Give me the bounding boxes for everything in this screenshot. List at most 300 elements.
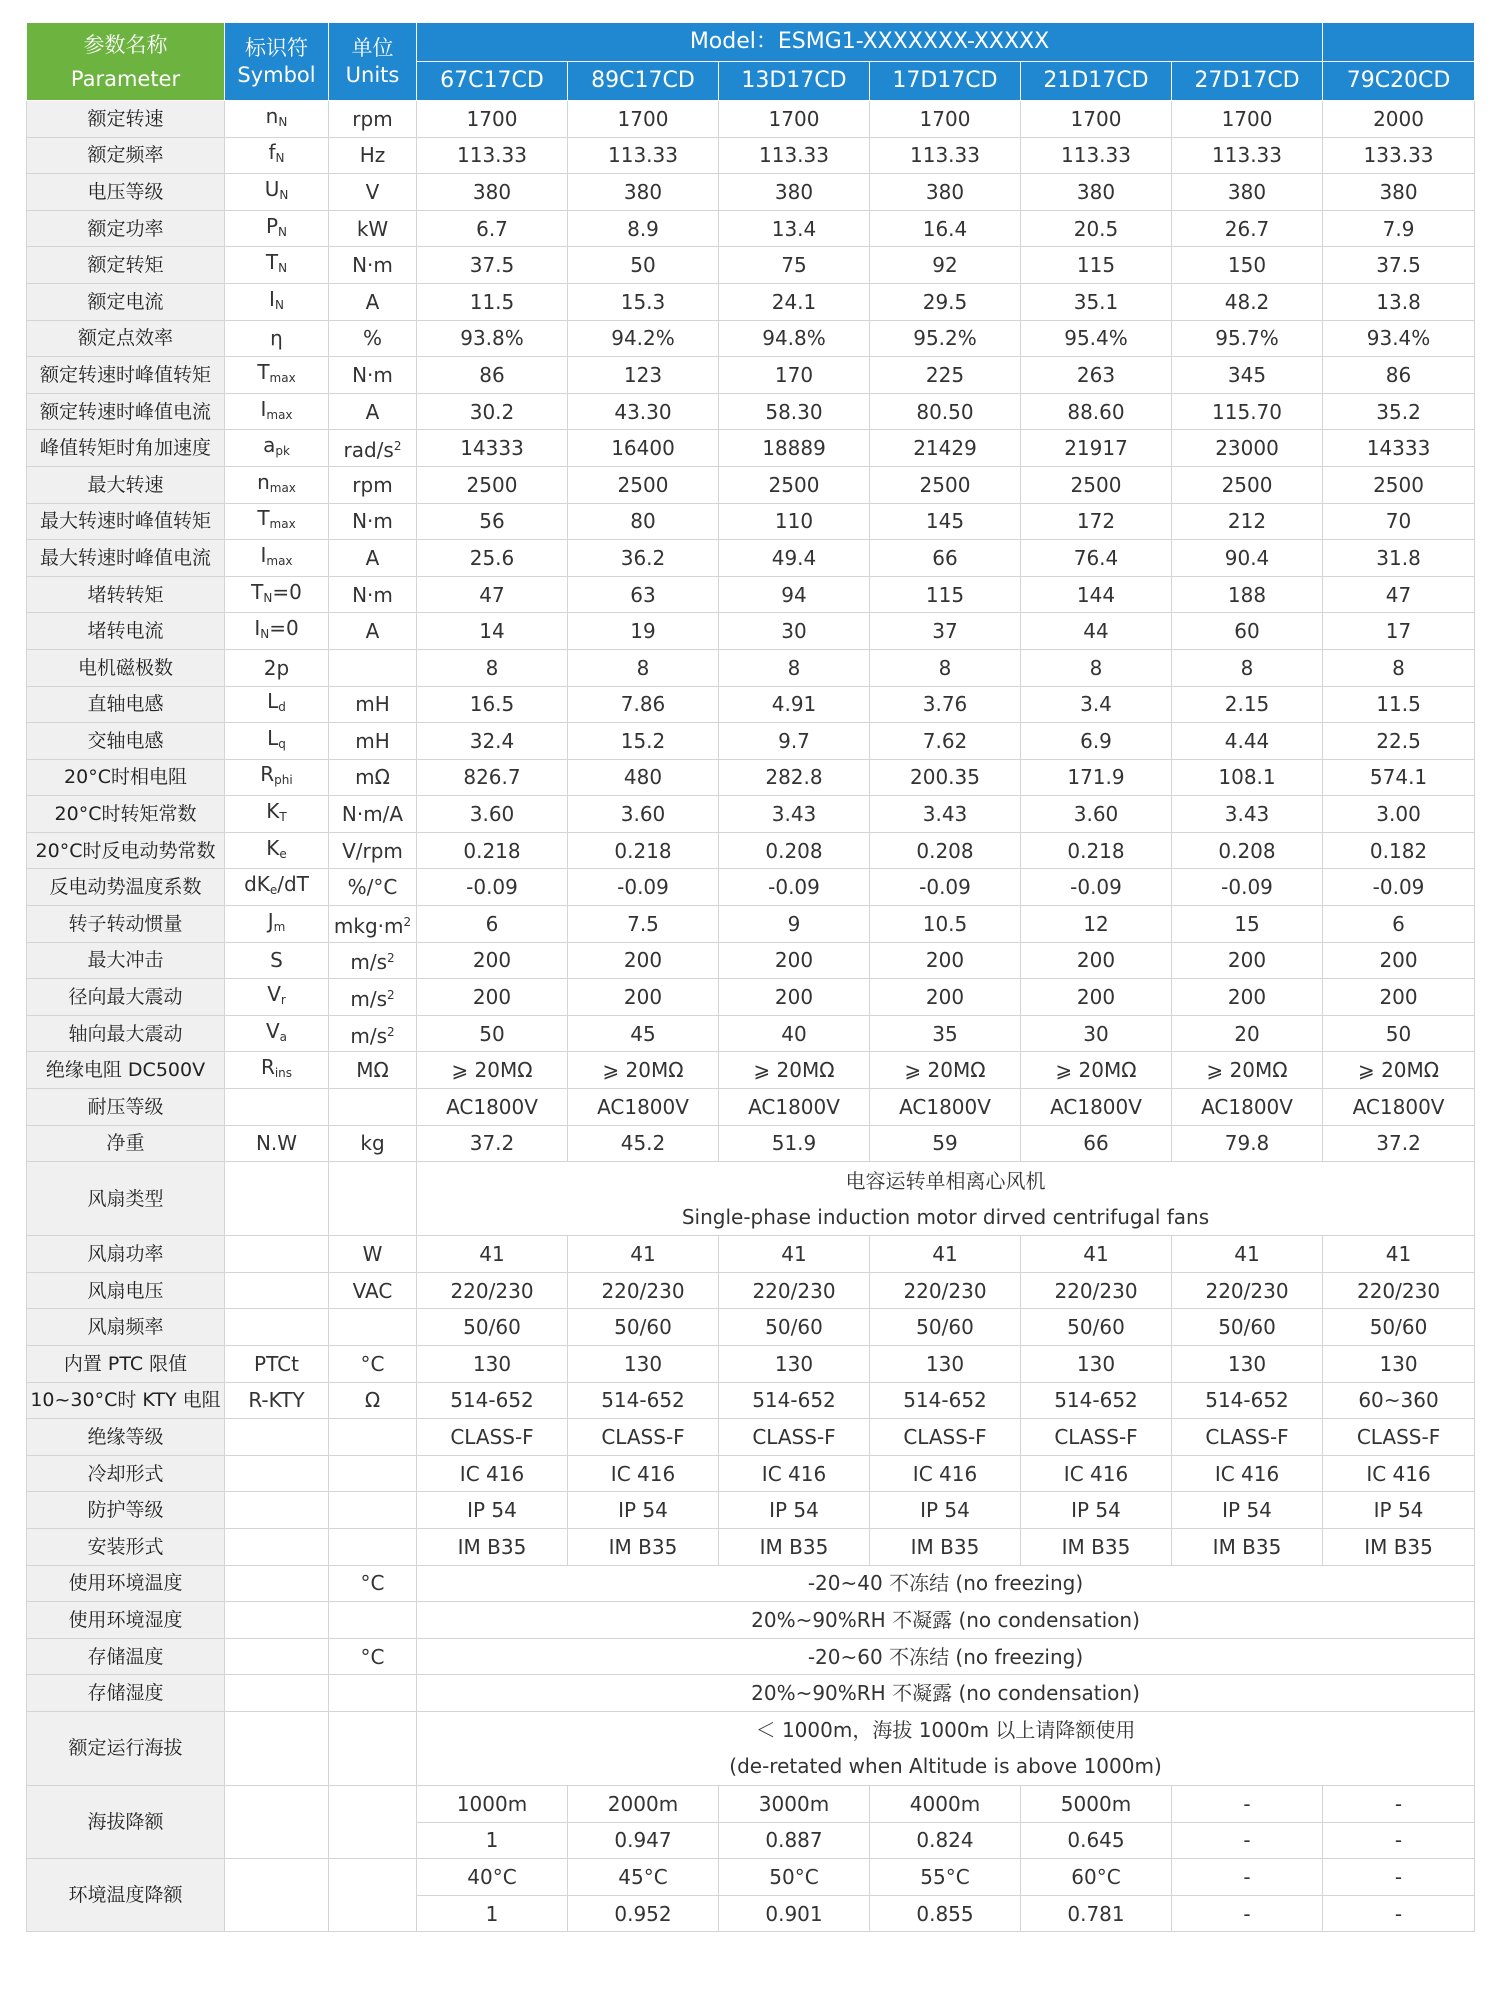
unit-text: Hz [359,143,386,168]
value-cell: 1700 [1172,101,1323,138]
symbol-subscript: e [279,846,287,861]
value-cell: 200 [417,942,568,979]
param-name: 额定电流 [27,283,225,320]
param-name: 冷却形式 [27,1455,225,1492]
symbol-main: 2p [263,655,290,680]
value-cell: 380 [719,174,870,211]
value-cell: 514-652 [1021,1382,1172,1419]
symbol-cell [225,1859,329,1932]
value-cell: 32.4 [417,723,568,760]
param-name: 直轴电感 [27,686,225,723]
table-row [27,906,1475,943]
value-cell: 480 [568,759,719,796]
unit-superscript: 2 [387,988,395,1003]
spec-table-container [26,22,1474,1932]
value-cell: 380 [568,174,719,211]
param-name: 额定转速 [27,101,225,138]
value-cell: 1700 [1021,101,1172,138]
value-cell: 1700 [417,101,568,138]
table-row [27,1089,1475,1126]
table-row [27,1492,1475,1529]
value-cell: ⩾ 20MΩ [1323,1052,1475,1089]
value-cell: 10.5 [870,906,1021,943]
value-cell: - [1172,1822,1323,1859]
unit-text: W [362,1242,383,1267]
value-cell: 2500 [1323,466,1475,503]
unit-cell [329,357,417,394]
unit-cell [329,430,417,467]
param-name: 堵转转矩 [27,576,225,613]
param-name: 风扇类型 [27,1162,225,1236]
param-name: 电机磁极数 [27,649,225,686]
value-cell: 20.5 [1021,210,1172,247]
value-cell: 115 [1021,247,1172,284]
value-cell: IM B35 [1021,1528,1172,1565]
unit-cell [329,466,417,503]
symbol-main: R [260,1055,275,1080]
value-cell: 20 [1172,1015,1323,1052]
value-cell: 15.3 [568,283,719,320]
value-cell: 11.5 [1323,686,1475,723]
table-row [27,174,1475,211]
value-cell: IC 416 [1021,1455,1172,1492]
symbol-main: f [268,140,276,165]
symbol-cell [225,393,329,430]
value-cell: 0.182 [1323,832,1475,869]
unit-cell [329,1309,417,1346]
value-cell: 200 [1172,942,1323,979]
symbol-cell [225,247,329,284]
value-cell: AC1800V [1172,1089,1323,1126]
value-cell: 0.208 [1172,832,1323,869]
merged-value-cell [417,1162,1475,1236]
value-cell: 45°C [568,1859,719,1896]
value-cell: 6 [1323,906,1475,943]
table-row [27,137,1475,174]
symbol-cell [225,759,329,796]
symbol-cell [225,1602,329,1639]
param-name: 绝缘等级 [27,1419,225,1456]
value-cell: 200 [1323,979,1475,1016]
value-cell: 200 [417,979,568,1016]
value-cell: IM B35 [719,1528,870,1565]
value-cell: 30 [1021,1015,1172,1052]
value-cell: ⩾ 20MΩ [568,1052,719,1089]
header-parameter [27,23,225,101]
header-model-column: 17D17CD [870,62,1021,101]
unit-cell [329,1455,417,1492]
value-cell: 79.8 [1172,1125,1323,1162]
value-cell: 40°C [417,1859,568,1896]
value-cell: 11.5 [417,283,568,320]
value-cell: 50 [417,1015,568,1052]
value-cell: 80 [568,503,719,540]
value-cell: 113.33 [417,137,568,174]
unit-text: rpm [352,472,393,497]
unit-text: kg [360,1131,385,1156]
table-row [27,832,1475,869]
unit-cell [329,832,417,869]
param-name: 净重 [27,1125,225,1162]
value-cell: 30 [719,613,870,650]
value-cell: 35 [870,1015,1021,1052]
value-cell: 130 [1323,1346,1475,1383]
value-cell: 3.43 [719,796,870,833]
value-cell: 8 [1021,649,1172,686]
value-cell: 170 [719,357,870,394]
value-cell: 8 [568,649,719,686]
symbol-main: T [257,359,270,384]
symbol-cell [225,320,329,357]
symbol-cell [225,1638,329,1675]
value-cell: -0.09 [1021,869,1172,906]
value-cell: 115 [870,576,1021,613]
value-cell: 200 [1172,979,1323,1016]
symbol-cell [225,1382,329,1419]
header-symbol [225,23,329,101]
value-cell: 88.60 [1021,393,1172,430]
symbol-main: L [267,689,279,714]
value-cell: 95.4% [1021,320,1172,357]
value-cell: 1000m [417,1785,568,1822]
symbol-cell [225,869,329,906]
header-units-cn: 单位 [351,35,394,60]
symbol-main: n [265,103,279,128]
symbol-cell [225,723,329,760]
value-cell: 113.33 [870,137,1021,174]
value-cell: 21429 [870,430,1021,467]
unit-cell [329,1859,417,1932]
value-cell: 95.2% [870,320,1021,357]
header-symbol-cn: 标识符 [245,35,308,60]
param-name: 环境温度降额 [27,1859,225,1932]
value-cell: -0.09 [568,869,719,906]
value-cell: 6 [417,906,568,943]
value-cell: 90.4 [1172,540,1323,577]
value-cell: 21917 [1021,430,1172,467]
value-cell: 15.2 [568,723,719,760]
unit-superscript: 2 [393,439,402,454]
value-cell: AC1800V [417,1089,568,1126]
value-cell: 2500 [719,466,870,503]
table-row [27,1272,1475,1309]
value-cell: 51.9 [719,1125,870,1162]
value-cell: 5000m [1021,1785,1172,1822]
value-cell: 41 [719,1236,870,1273]
value-cell: 9.7 [719,723,870,760]
value-cell: 200 [1021,942,1172,979]
unit-cell [329,1602,417,1639]
unit-text: %/°C [347,875,398,900]
symbol-cell [225,1346,329,1383]
value-cell: 8 [719,649,870,686]
value-cell: 59 [870,1125,1021,1162]
param-name: 额定转速时峰值电流 [27,393,225,430]
value-cell: AC1800V [568,1089,719,1126]
unit-cell [329,1052,417,1089]
symbol-cell [225,906,329,943]
symbol-subscript: max [266,407,293,422]
unit-cell [329,137,417,174]
symbol-subscript: q [278,736,286,751]
value-cell: 514-652 [568,1382,719,1419]
value-cell: CLASS-F [568,1419,719,1456]
unit-cell [329,1565,417,1602]
value-cell: 70 [1323,503,1475,540]
value-cell: 1 [417,1895,568,1932]
header-model-column: 13D17CD [719,62,870,101]
value-cell: 514-652 [417,1382,568,1419]
merged-value-cell [417,1565,1475,1602]
unit-superscript: 2 [387,951,395,966]
unit-cell [329,723,417,760]
value-cell: - [1323,1785,1475,1822]
header-units [329,23,417,101]
merged-value-line: 20%~90%RH 不凝露 (no condensation) [751,1681,1140,1706]
value-cell: - [1323,1895,1475,1932]
value-cell: 94.2% [568,320,719,357]
symbol-subscript: phi [274,773,293,788]
unit-cell [329,1638,417,1675]
value-cell: 36.2 [568,540,719,577]
value-cell: CLASS-F [1323,1419,1475,1456]
value-cell: 345 [1172,357,1323,394]
table-row [27,1419,1475,1456]
value-cell: IC 416 [1172,1455,1323,1492]
value-cell: 8.9 [568,210,719,247]
symbol-main: I [260,542,267,567]
value-cell: 200 [719,942,870,979]
table-row [27,1602,1475,1639]
value-cell: 6.9 [1021,723,1172,760]
value-cell: 514-652 [870,1382,1021,1419]
unit-text: A [365,619,380,644]
value-cell: 380 [417,174,568,211]
symbol-main: PTCt [254,1351,299,1376]
value-cell: 50 [1323,1015,1475,1052]
value-cell: 7.5 [568,906,719,943]
table-row [27,1565,1475,1602]
symbol-cell [225,1565,329,1602]
unit-text: V/rpm [342,838,403,863]
header-model-column: 79C20CD [1323,62,1475,101]
param-name: 最大冲击 [27,942,225,979]
param-name: 安装形式 [27,1528,225,1565]
value-cell: 130 [568,1346,719,1383]
value-cell: 113.33 [1172,137,1323,174]
unit-text: rad/s [343,438,394,463]
value-cell: 47 [417,576,568,613]
value-cell: 50 [568,247,719,284]
value-cell: 144 [1021,576,1172,613]
value-cell: IP 54 [719,1492,870,1529]
value-cell: 188 [1172,576,1323,613]
symbol-cell [225,576,329,613]
symbol-cell [225,649,329,686]
unit-cell [329,1419,417,1456]
value-cell: 16400 [568,430,719,467]
symbol-main: R-KTY [248,1388,305,1413]
unit-text: % [362,326,382,351]
symbol-subscript: e [269,883,278,898]
value-cell: AC1800V [719,1089,870,1126]
value-cell: 826.7 [417,759,568,796]
value-cell: 2500 [1172,466,1323,503]
unit-text: mkg·m [333,913,404,938]
param-name: 存储温度 [27,1638,225,1675]
symbol-main: V [267,982,281,1007]
value-cell: 60°C [1021,1859,1172,1896]
symbol-subscript: N [263,590,273,605]
param-name: 额定点效率 [27,320,225,357]
value-cell: IC 416 [870,1455,1021,1492]
table-row [27,979,1475,1016]
table-row [27,1015,1475,1052]
value-cell: 40 [719,1015,870,1052]
table-row [27,101,1475,138]
param-name: 额定转速时峰值转矩 [27,357,225,394]
value-cell: 574.1 [1323,759,1475,796]
unit-cell [329,1675,417,1712]
value-cell: 0.218 [417,832,568,869]
header-model-blank [1323,23,1475,62]
param-name: 峰值转矩时角加速度 [27,430,225,467]
value-cell: 2500 [1021,466,1172,503]
merged-value-cell [417,1602,1475,1639]
unit-text: N·m [352,253,393,278]
symbol-main: I [254,616,261,641]
value-cell: - [1172,1859,1323,1896]
value-cell: 220/230 [417,1272,568,1309]
unit-cell [329,174,417,211]
unit-text: °C [360,1644,385,1669]
unit-cell [329,649,417,686]
symbol-subscript: d [278,700,286,715]
param-name: 耐压等级 [27,1089,225,1126]
symbol-cell [225,101,329,138]
merged-value-line: 20%~90%RH 不凝露 (no condensation) [751,1607,1140,1632]
unit-superscript: 2 [387,1024,395,1039]
table-row [27,540,1475,577]
value-cell: 3.43 [1172,796,1323,833]
value-cell: 3.00 [1323,796,1475,833]
unit-text: MΩ [356,1058,389,1083]
value-cell: 0.952 [568,1895,719,1932]
value-cell: 7.86 [568,686,719,723]
unit-cell [329,942,417,979]
unit-text: N·m [352,582,393,607]
value-cell: 50/60 [1323,1309,1475,1346]
value-cell: 17 [1323,613,1475,650]
value-cell: IP 54 [417,1492,568,1529]
value-cell: 50/60 [1021,1309,1172,1346]
value-cell: 23000 [1172,430,1323,467]
table-row [27,1236,1475,1273]
value-cell: 60 [1172,613,1323,650]
value-cell: IP 54 [1021,1492,1172,1529]
value-cell: IM B35 [417,1528,568,1565]
value-cell: 12 [1021,906,1172,943]
symbol-subscript: a [279,1029,288,1044]
value-cell: 13.4 [719,210,870,247]
unit-cell [329,796,417,833]
unit-cell [329,247,417,284]
unit-text: VAC [352,1278,393,1303]
value-cell: 4.91 [719,686,870,723]
value-cell: 2500 [417,466,568,503]
symbol-subscript: N [278,224,288,239]
value-cell: 50/60 [719,1309,870,1346]
value-cell: CLASS-F [870,1419,1021,1456]
header-model-column: 21D17CD [1021,62,1172,101]
value-cell: 93.8% [417,320,568,357]
symbol-tail: =0 [269,616,299,641]
value-cell: 0.218 [568,832,719,869]
value-cell: 30.2 [417,393,568,430]
param-name: 防护等级 [27,1492,225,1529]
symbol-main: I [269,286,275,311]
value-cell: 41 [1021,1236,1172,1273]
value-cell: 113.33 [1021,137,1172,174]
value-cell: 4.44 [1172,723,1323,760]
value-cell: 130 [870,1346,1021,1383]
symbol-subscript: N [279,187,289,202]
symbol-subscript: max [266,553,293,568]
value-cell: 0.947 [568,1822,719,1859]
unit-text: °C [360,1351,385,1376]
value-cell: 7.62 [870,723,1021,760]
value-cell: AC1800V [1021,1089,1172,1126]
value-cell: 225 [870,357,1021,394]
table-row [27,649,1475,686]
value-cell: - [1323,1859,1475,1896]
value-cell: 150 [1172,247,1323,284]
value-cell: 41 [870,1236,1021,1273]
symbol-main: L [267,725,279,750]
value-cell: 94 [719,576,870,613]
symbol-cell [225,1675,329,1712]
unit-cell [329,1162,417,1236]
value-cell: 133.33 [1323,137,1475,174]
value-cell: -0.09 [417,869,568,906]
value-cell: 16.5 [417,686,568,723]
unit-cell [329,1125,417,1162]
value-cell: 0.781 [1021,1895,1172,1932]
unit-cell [329,1492,417,1529]
param-name: 堵转电流 [27,613,225,650]
value-cell: 50/60 [568,1309,719,1346]
value-cell: 200.35 [870,759,1021,796]
param-name: 最大转速 [27,466,225,503]
param-name: 额定频率 [27,137,225,174]
merged-value-line: 电容运转单相离心风机 [845,1168,1046,1193]
value-cell: CLASS-F [417,1419,568,1456]
value-cell: 2500 [870,466,1021,503]
symbol-subscript: max [269,517,296,532]
value-cell: IM B35 [1172,1528,1323,1565]
value-cell: 24.1 [719,283,870,320]
value-cell: 130 [719,1346,870,1383]
symbol-cell [225,1785,329,1858]
table-row [27,357,1475,394]
symbol-subscript: r [280,993,286,1008]
symbol-cell [225,174,329,211]
symbol-cell [225,283,329,320]
symbol-main: P [265,213,279,238]
merged-value-line: (de-retated when Altitude is above 1000m) [729,1754,1162,1779]
value-cell: 56 [417,503,568,540]
value-cell: 113.33 [719,137,870,174]
